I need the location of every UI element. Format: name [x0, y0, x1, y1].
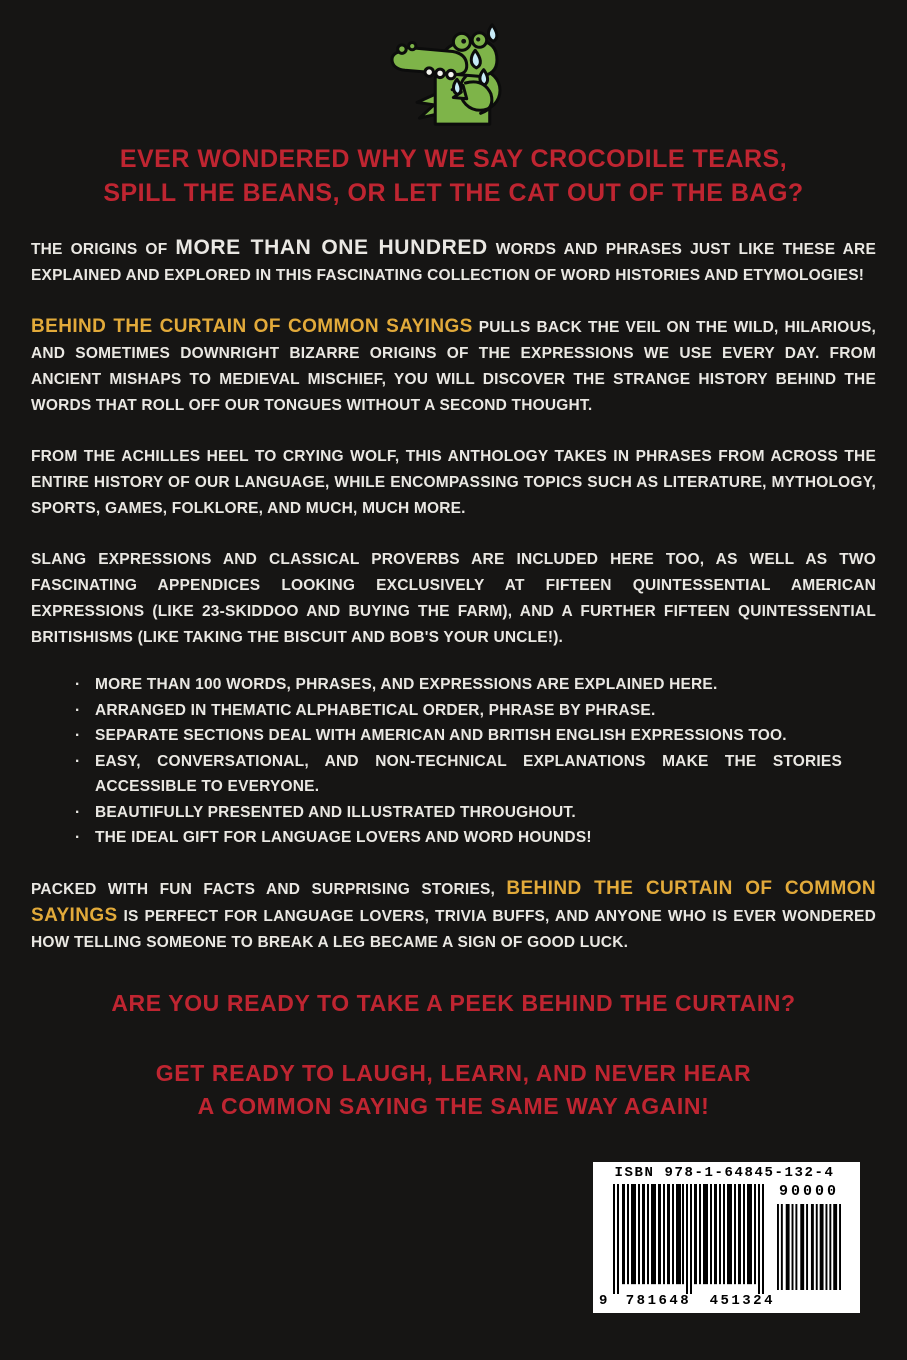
barcode-price-code: 90000 — [778, 1183, 839, 1200]
about-paragraph — [31, 314, 876, 419]
ean-barcode — [613, 1184, 765, 1294]
bullet-dot: · — [75, 803, 81, 821]
cta-question: ARE YOU READY TO TAKE A PEEK BEHIND THE CURTAIN? — [111, 989, 796, 1016]
bullet-dot: · — [75, 829, 81, 846]
intro-paragraph — [31, 235, 876, 289]
price-addon-barcode — [777, 1204, 841, 1290]
list-item — [75, 800, 876, 826]
ean-digits — [599, 1293, 775, 1309]
about-text: PULLS BACK THE VEIL ON THE WILD, HILARIOUS, AND SOMETIMES DOWNRIGHT BIZARRE ORIGINS OF THE EXPRESSIONS WE USE EVERY DAY. FROM ANCIENT MISHAPS TO MEDIEVAL MISCHIEF, YOU WILL DISCOVER THE STRANGE HISTORY BEHIND THE WORDS THAT ROLL OFF OUR TONGUES WITHOUT A SECOND THOUGHT. — [31, 319, 877, 414]
ean-left-group: 781648 — [625, 1293, 692, 1309]
scope-paragraph: FROM THE ACHILLES HEEL TO CRYING WOLF, THIS ANTHOLOGY TAKES IN PHRASES FROM ACROSS THE ENTIRE HISTORY OF OUR LANGUAGE, WHILE ENCOMPASSING TOPICS SUCH AS LITERATURE, MYTHOLOGY, SPORTS, GAMES, FOLKLORE, AND MUCH, MUCH MORE. — [31, 448, 876, 517]
closing-text-post: IS PERFECT FOR LANGUAGE LOVERS, TRIVIA BUFFS, AND ANYONE WHO IS EVER WONDERED HOW TELLING SOMEONE TO BREAK A LEG BECAME A SIGN OF GOOD LUCK. — [31, 907, 876, 951]
crocodile-icon — [383, 14, 525, 126]
book-title-gold: BEHIND THE CURTAIN OF COMMON SAYINGS — [31, 316, 473, 337]
feature-text: THE IDEAL GIFT FOR LANGUAGE LOVERS AND WORD HOUNDS! — [95, 829, 592, 846]
closing-text-pre: PACKED WITH FUN FACTS AND SURPRISING STORIES, — [31, 880, 507, 898]
feature-text: EASY, CONVERSATIONAL, AND NON-TECHNICAL EXPLANATIONS MAKE THE STORIES ACCESSIBLE TO EVERYONE. — [95, 752, 842, 795]
list-item — [75, 672, 876, 698]
intro-text-pre: THE ORIGINS OF — [31, 241, 176, 258]
feature-text: SEPARATE SECTIONS DEAL WITH AMERICAN AND BRITISH ENGLISH EXPRESSIONS TOO. — [95, 727, 787, 744]
list-item — [75, 825, 876, 851]
list-item — [75, 723, 876, 749]
headline-line1: EVER WONDERED WHY WE SAY CROCODILE TEARS, — [119, 145, 788, 173]
ean-lead-digit: 9 — [599, 1293, 608, 1309]
bullet-dot: · — [75, 676, 81, 693]
intro-emphasis: MORE THAN ONE HUNDRED — [175, 236, 488, 259]
feature-text: ARRANGED IN THEMATIC ALPHABETICAL ORDER, PHRASE BY PHRASE. — [95, 701, 656, 719]
cta-closing — [31, 1057, 876, 1123]
feature-text: MORE THAN 100 WORDS, PHRASES, AND EXPRESSIONS ARE EXPLAINED HERE. — [95, 676, 718, 693]
cta-closing-line2: A COMMON SAYING THE SAME WAY AGAIN! — [197, 1092, 710, 1119]
ean-right-group: 451324 — [709, 1293, 775, 1309]
isbn-number: ISBN 978-1-64845-132-4 — [614, 1165, 835, 1181]
list-item — [75, 749, 876, 800]
cta-closing-line1: GET READY TO LAUGH, LEARN, AND NEVER HEAR — [155, 1059, 752, 1086]
headline-line2: SPILL THE BEANS, OR LET THE CAT OUT OF THE BAG? — [103, 179, 804, 207]
feature-list — [75, 672, 876, 851]
book-title-gold: BEHIND THE CURTAIN OF COMMON SAYINGS — [31, 877, 876, 926]
closing-paragraph — [31, 876, 876, 956]
bullet-dot: · — [75, 727, 81, 744]
appendices-paragraph: SLANG EXPRESSIONS AND CLASSICAL PROVERBS ARE INCLUDED HERE TOO, AS WELL AS TWO FASCINATING APPENDICES LOOKING EXCLUSIVELY AT FIFTEEN QUINTESSENTIAL AMERICAN EXPRESSIONS (LIKE 23-SKIDDOO AND BUYING THE FARM), AND A FURTHER FIFTEEN QUINTESSENTIAL BRITISHISMS (LIKE TAKING THE BISCUIT AND BOB'S YOUR UNCLE!). — [31, 551, 876, 646]
cover-headline — [31, 142, 876, 210]
bullet-dot: · — [75, 752, 81, 770]
intro-text-post: WORDS AND PHRASES JUST LIKE THESE ARE EXPLAINED AND EXPLORED IN THIS FASCINATING COLLECTION OF WORD HISTORIES AND ETYMOLOGIES! — [31, 241, 876, 284]
list-item — [75, 698, 876, 724]
isbn-barcode-block — [593, 1162, 860, 1313]
feature-text: BEAUTIFULLY PRESENTED AND ILLUSTRATED THROUGHOUT. — [95, 803, 576, 821]
crying-crocodile-logo — [31, 0, 876, 126]
bullet-dot: · — [75, 701, 81, 719]
